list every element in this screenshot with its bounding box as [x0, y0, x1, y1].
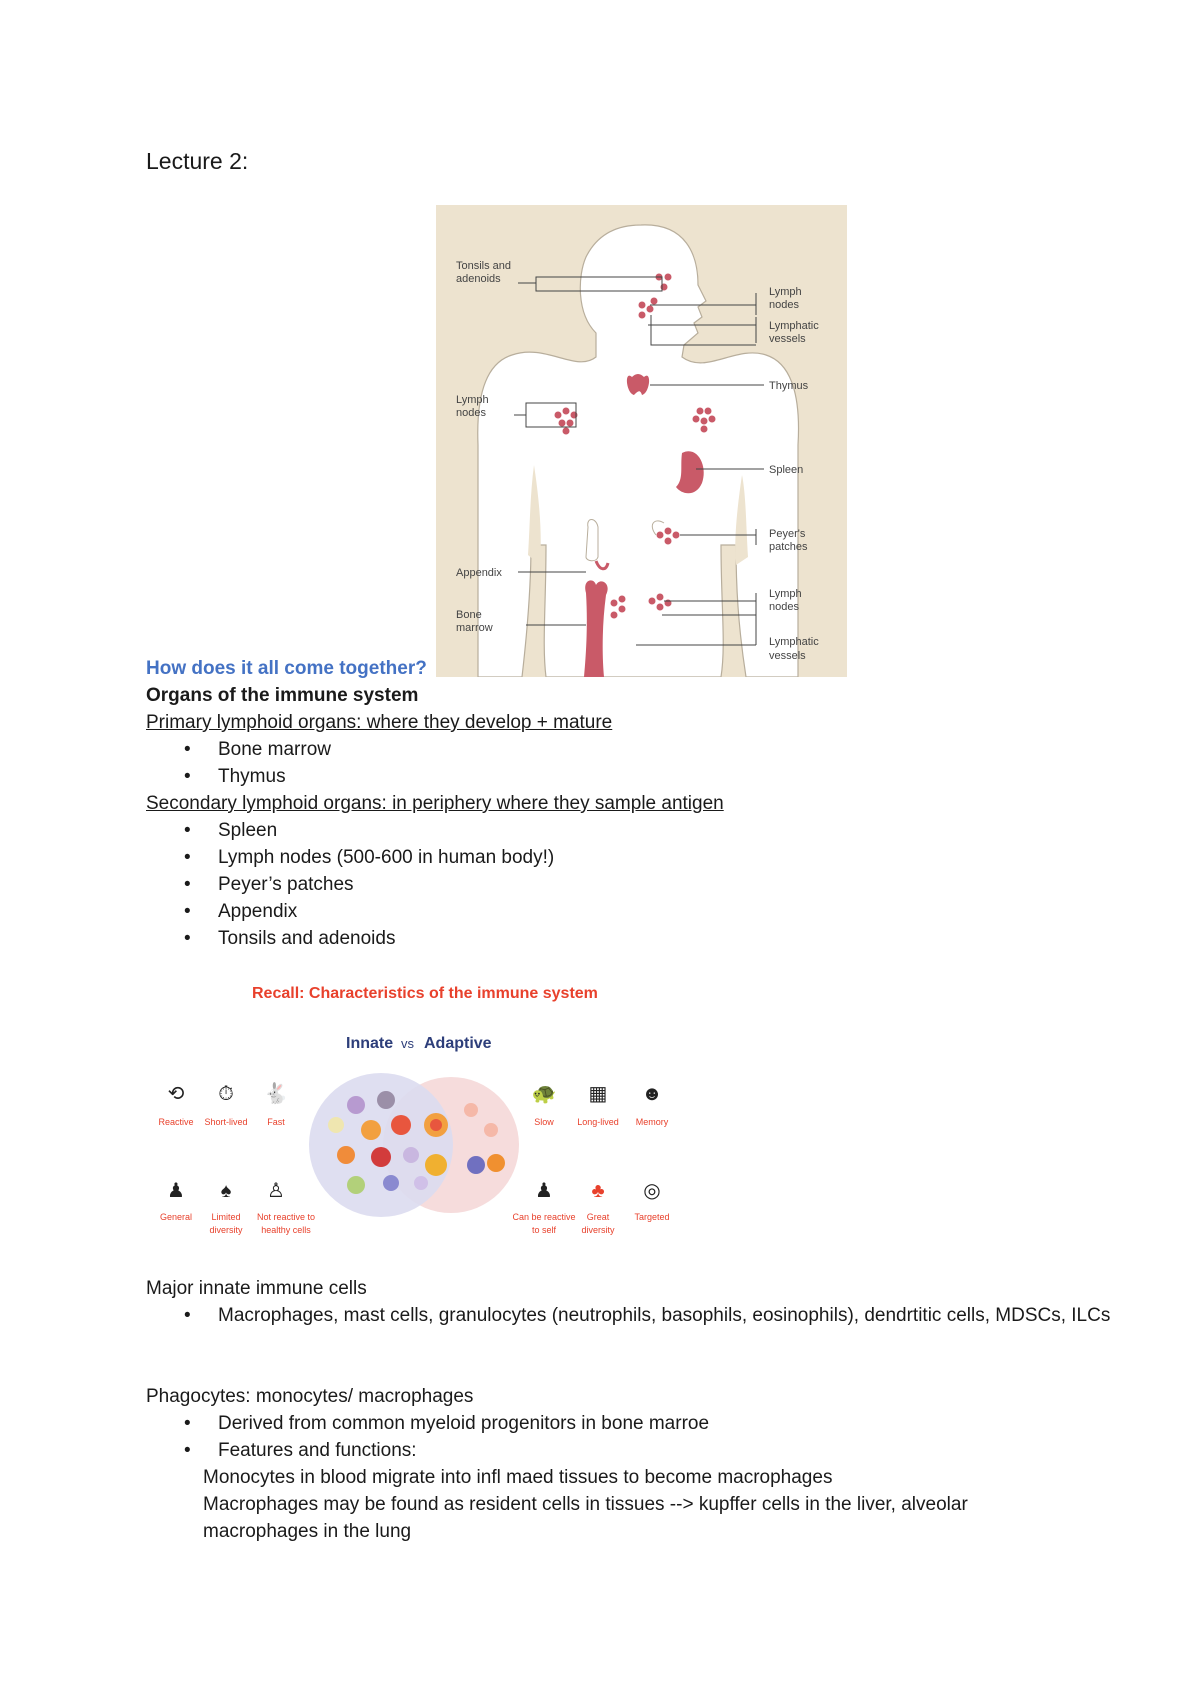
- target-icon: ◎: [643, 1180, 661, 1202]
- icon-label: Targeted: [634, 1212, 670, 1222]
- icon-label: Long-lived: [577, 1117, 619, 1127]
- label-lymphatic-neck-2: vessels: [769, 333, 806, 345]
- label-tonsils: Tonsils and: [456, 260, 512, 272]
- section-question: How does it all come together?: [146, 658, 427, 679]
- ice-cream-stack-icon: ♣: [591, 1180, 605, 1202]
- icon-label: Short-lived: [204, 1117, 248, 1127]
- list-item: • Appendix: [146, 898, 554, 925]
- label-lymph-groin-2: nodes: [769, 601, 799, 613]
- ice-cream-icon: ♠: [220, 1180, 232, 1202]
- label-lymphatic-groin: Lymphatic: [769, 636, 819, 648]
- icon-label: Not reactive to: [256, 1212, 316, 1222]
- icon-label: Great: [586, 1212, 610, 1222]
- icon-label: Slow: [534, 1117, 554, 1127]
- icon-label: Can be reactive: [512, 1212, 576, 1222]
- list-item: • Lymph nodes (500-600 in human body!): [146, 844, 554, 871]
- label-lymphatic-groin-2: vessels: [769, 650, 806, 662]
- list-item: • Bone marrow: [146, 736, 331, 763]
- figure-title: Recall: Characteristics of the immune system: [252, 985, 598, 1002]
- primary-heading: Primary lymphoid organs: where they develop + mature: [146, 712, 613, 733]
- phagocytes-detail: macrophages in the lung: [203, 1521, 412, 1542]
- innate-vs-adaptive-figure: [146, 975, 716, 1265]
- person-heart-icon: ♙: [267, 1180, 285, 1202]
- list-item: • Derived from common myeloid progenitors in bone marroe: [146, 1410, 709, 1437]
- icon-label: Memory: [635, 1117, 669, 1127]
- rabbit-icon: 🐇: [263, 1083, 289, 1105]
- list-item: • Features and functions:: [146, 1437, 709, 1464]
- list-item: • Peyer’s patches: [146, 871, 554, 898]
- label-lymph-arm-2: nodes: [456, 407, 486, 419]
- list-item: • Tonsils and adenoids: [146, 925, 554, 952]
- secondary-heading: Secondary lymphoid organs: in periphery where they sample antigen: [146, 793, 724, 814]
- phagocytes-heading: Phagocytes: monocytes/ macrophages: [146, 1386, 474, 1407]
- icon-label: Fast: [267, 1117, 285, 1127]
- list-item: • Spleen: [146, 817, 554, 844]
- label-thymus: Thymus: [769, 380, 809, 392]
- phagocytes-list: [146, 1410, 709, 1464]
- label-appendix: Appendix: [456, 567, 502, 579]
- calendar-icon: ▦: [588, 1083, 608, 1105]
- label-lymph-neck-2: nodes: [769, 299, 799, 311]
- icon-label: diversity: [209, 1225, 243, 1235]
- label-lymph-arm: Lymph: [456, 394, 489, 406]
- label-lymph-neck: Lymph: [769, 286, 802, 298]
- label-spleen: Spleen: [769, 464, 804, 476]
- lymphoid-organs-diagram: [436, 205, 847, 677]
- innate-cells-heading: Major innate immune cells: [146, 1278, 367, 1299]
- icon-label: to self: [531, 1225, 557, 1235]
- person-icon: ♟: [167, 1180, 185, 1202]
- recycle-icon: ⟲: [167, 1083, 185, 1105]
- label-peyers-2: patches: [769, 541, 808, 553]
- brain-head-icon: ☻: [641, 1083, 663, 1105]
- icon-label: Reactive: [158, 1117, 194, 1127]
- innate-cells-list: [146, 1302, 1138, 1329]
- icon-label: Limited: [211, 1212, 241, 1222]
- icon-label: healthy cells: [261, 1225, 311, 1235]
- person-bolt-icon: ♟: [535, 1180, 553, 1202]
- stopwatch-icon: ⏱: [218, 1083, 234, 1105]
- page-title: Lecture 2:: [146, 148, 249, 174]
- label-bone-marrow: Bone: [456, 609, 482, 621]
- icon-label: General: [159, 1212, 193, 1222]
- secondary-list: [146, 817, 554, 952]
- label-lymph-groin: Lymph: [769, 588, 802, 600]
- phagocytes-detail: Macrophages may be found as resident cells in tissues --> kupffer cells in the liver, alveolar: [203, 1494, 968, 1515]
- label-bone-marrow-2: marrow: [456, 622, 493, 634]
- label-peyers: Peyer's: [769, 528, 806, 540]
- primary-list: [146, 736, 331, 790]
- icon-label: diversity: [581, 1225, 615, 1235]
- list-item: • Thymus: [146, 763, 331, 790]
- label-lymphatic-neck: Lymphatic: [769, 320, 819, 332]
- figure-subtitle-vs: vs: [401, 1036, 414, 1051]
- figure-subtitle-adaptive: Adaptive: [424, 1035, 492, 1052]
- label-tonsils-2: adenoids: [456, 273, 501, 285]
- organs-title: Organs of the immune system: [146, 685, 419, 706]
- turtle-icon: 🐢: [531, 1083, 557, 1105]
- figure-subtitle-innate: Innate: [346, 1035, 394, 1052]
- list-item: • Macrophages, mast cells, granulocytes (neutrophils, basophils, eosinophils), dendrtitic cells, MDSCs, ILCs: [146, 1302, 1138, 1329]
- phagocytes-detail: Monocytes in blood migrate into infl maed tissues to become macrophages: [203, 1467, 833, 1488]
